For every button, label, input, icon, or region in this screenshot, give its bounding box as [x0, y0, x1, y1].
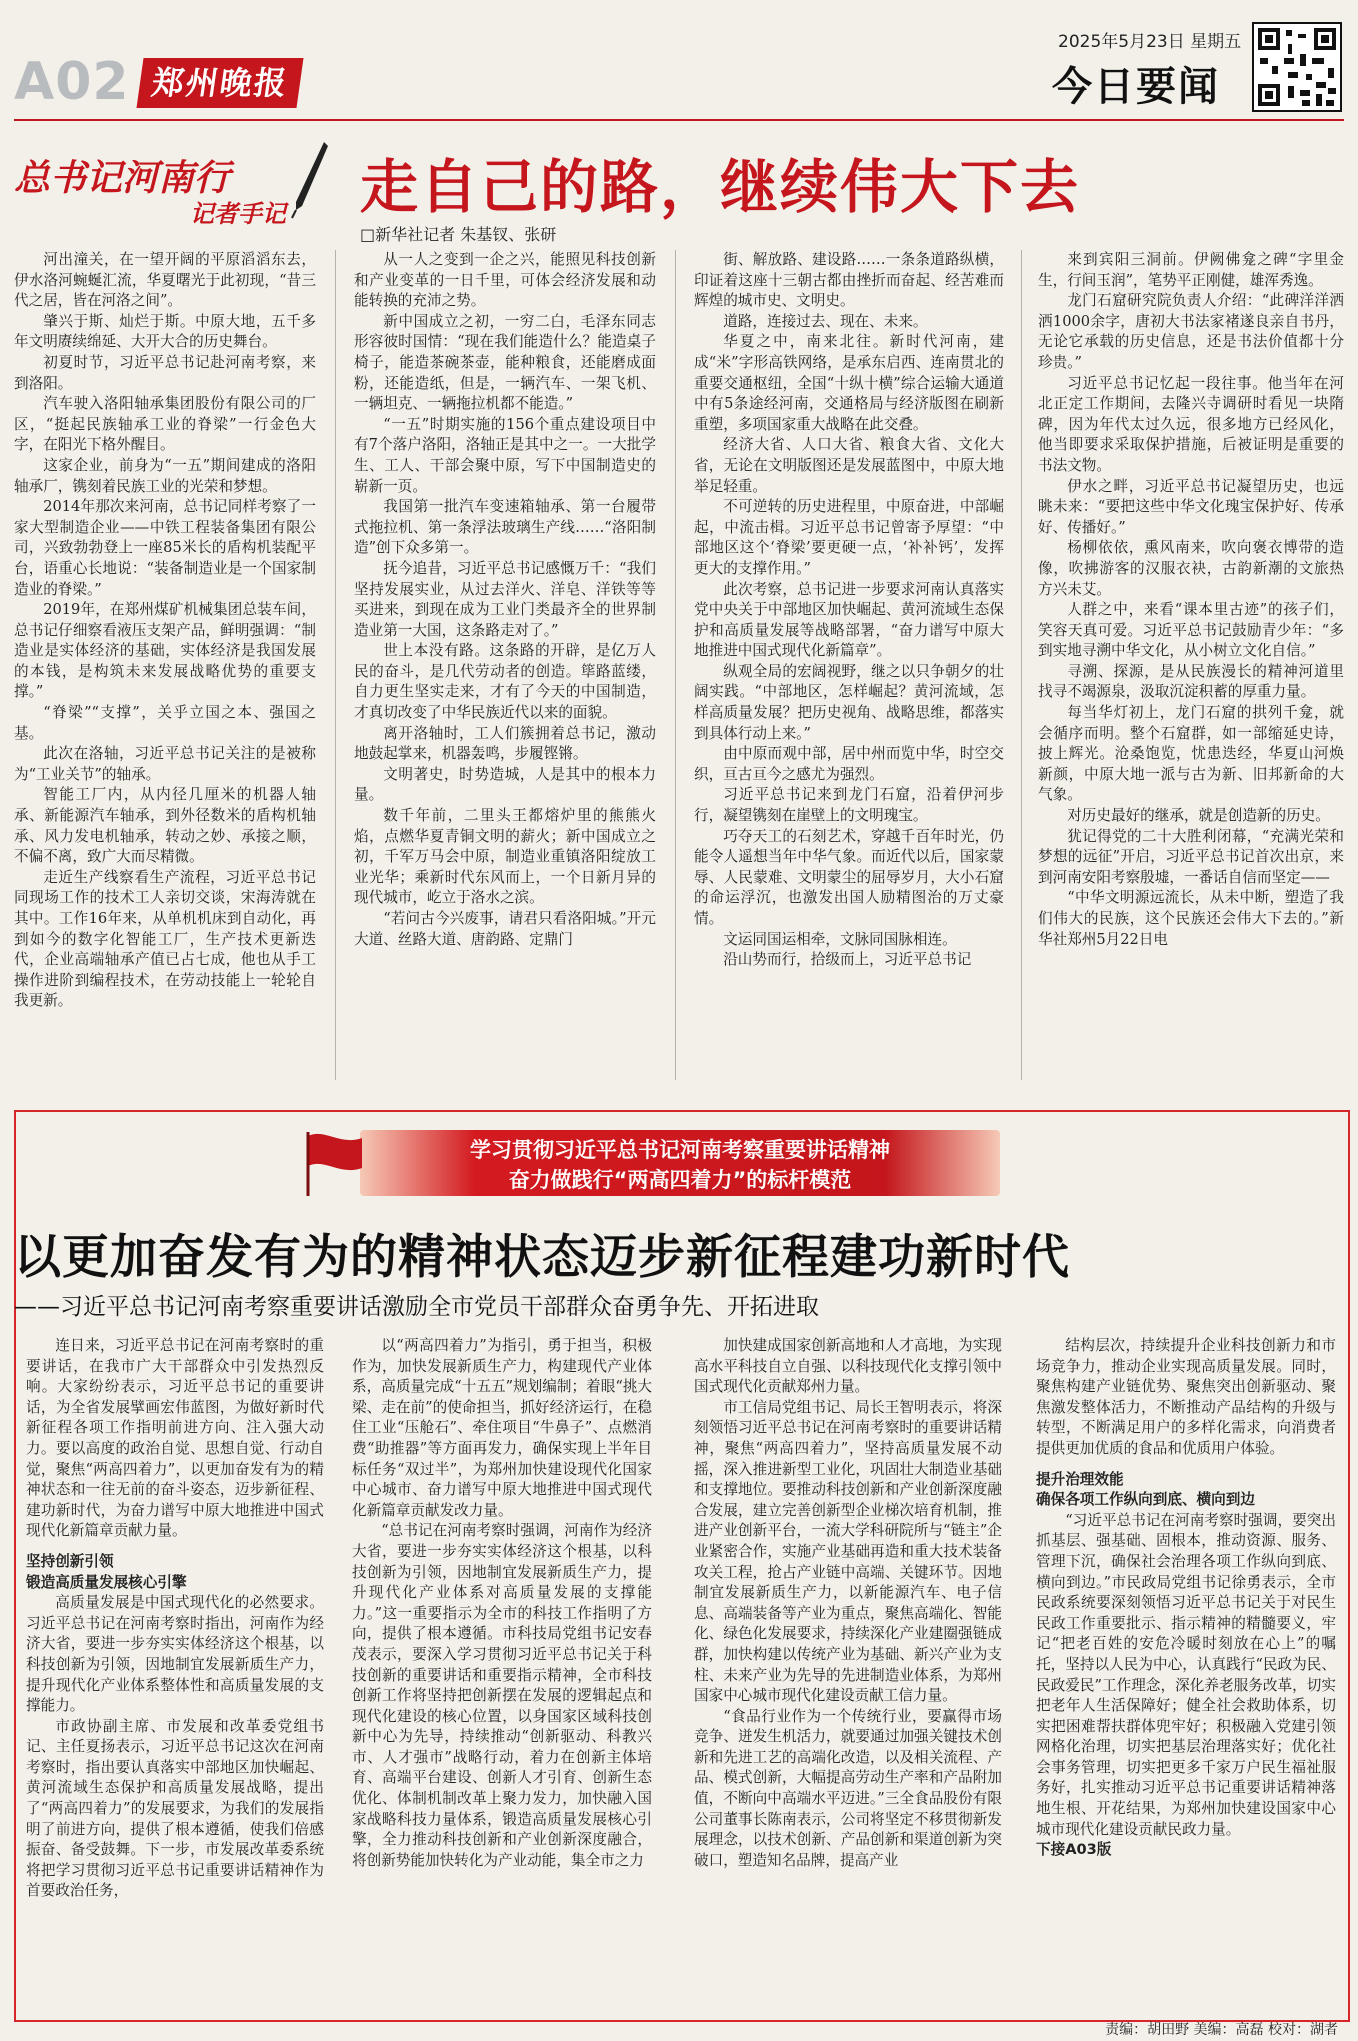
article-paragraph: 此次考察，总书记进一步要求河南认真落实党中央关于中部地区加快崛起、黄河流域生态保护和高质量发展等战略部署，“奋力谱写中原大地推进中国式现代化新篇章”。: [694, 580, 1004, 660]
article-paragraph: 智能工厂内，从内径几厘米的机器人轴承、新能源汽车轴承，到外径数米的盾构机轴承、风力发电机轴承，转动之妙、承接之顺，不偏不离，致广大而尽精微。: [14, 786, 316, 866]
article-paragraph: 走近生产线察看生产流程，习近平总书记同现场工作的技术工人亲切交谈，宋海涛就在其中。工作16年来，从单机机床到自动化，再到如今的数字化智能工厂，生产技术更新迭代，企业高端轴承产值已占七成，他也从手工操作进阶到编程技术，在劳动技能上一轮轮自我更新。: [14, 868, 316, 1010]
article-paragraph: 习近平总书记来到龙门石窟，沿着伊河步行，凝望镌刻在崖壁上的文明瑰宝。: [694, 786, 1004, 825]
article-paragraph: 汽车驶入洛阳轴承集团股份有限公司的厂区，“挺起民族轴承工业的脊梁”一行金色大字，在阳光下格外醒目。: [14, 395, 316, 454]
article-paragraph: 杨柳依依，熏风南来，吹向褒衣博带的造像，吹拂游客的汉服衣袂，古韵新潮的文旅热方兴未艾。: [1038, 539, 1344, 598]
article-paragraph: “中华文明源远流长，从未中断，塑造了我们伟大的民族，这个民族还会伟大下去的。”新华社郑州5月22日电: [1038, 889, 1344, 948]
article-paragraph: 经济大省、人口大省、粮食大省、文化大省，无论在文明版图还是发展蓝图中，中原大地举足轻重。: [694, 436, 1004, 495]
feature-column-4: [1036, 1336, 1336, 2012]
section-subheading: 坚持创新引领: [26, 1552, 114, 1570]
continue-note: 下接A03版: [1036, 1841, 1112, 1859]
article-paragraph: 由中原而观中部，居中州而览中华，时空交织，亘古亘今之感尤为强烈。: [694, 745, 1004, 783]
article-paragraph: 龙门石窟研究院负责人介绍：“此碑洋洋洒洒1000余字，唐初大书法家褚遂良亲自书丹，无论它承载的历史信息，还是书法价值都十分珍贵。”: [1038, 292, 1344, 371]
article-headline: 走自己的路，继续伟大下去: [360, 153, 1081, 221]
article-paragraph: 犹记得党的二十大胜利闭幕，“充满光荣和梦想的远征”开启，习近平总书记首次出京，来到河南安阳考察殷墟，一番话自信而坚定——: [1038, 827, 1344, 886]
article-paragraph: “脊梁”“支撑”，关乎立国之本、强国之基。: [14, 704, 316, 742]
article-column-3: [694, 250, 1004, 1100]
article-paragraph: 来到宾阳三洞前。伊阙佛龛之碑“字里金生，行间玉润”，笔势平正刚健，雄浑秀逸。: [1038, 251, 1344, 289]
page-number: A02: [14, 52, 130, 112]
column-divider: [675, 250, 676, 1080]
masthead-logo: 郑州晚报: [136, 58, 303, 108]
article-paragraph: 沿山势而行，拾级而上，习近平总书记: [723, 951, 972, 969]
article-paragraph: 寻溯、探源，是从民族漫长的精神河道里找寻不竭源泉，汲取沉淀积蓄的厚重力量。: [1038, 662, 1344, 701]
column-divider: [335, 250, 336, 1080]
article-paragraph: “总书记在河南考察时强调，河南作为经济大省，要进一步夯实实体经济这个根基，以科技创新为引领，因地制宜发展新质生产力，提升现代化产业体系对高质量发展的支撑能力。”这一重要指示为全市的科技工作指明了方向，提供了根本遵循。市科技局党组书记安春茂表示，要深入学习贯彻习近平总书记关于科技创新的重要讲话和重要指示精神，全市科技创新工作将坚持把创新摆在发展的逻辑起点和现代化建设的核心位置，以身国家区域科技创新中心为先导，持续推动“创新驱动、科教兴市、人才强市”战略行动，着力在创新主体培育、高端平台建设、创新人才引育、创新生态优化、体制机制改革上聚力发力，加快融入国家战略科技力量体系，锻造高质量发展核心引擎，全力推动科技创新和产业创新深度融合，将创新势能加快转化为产业动能，集全市之力: [352, 1522, 652, 1869]
article-paragraph: 从一人之变到一企之兴，能照见科技创新和产业变革的一日千里，可体会经济发展和动能转换的充沛之势。: [354, 251, 656, 310]
article-paragraph: 市工信局党组书记、局长王智明表示，将深刻领悟习近平总书记在河南考察时的重要讲话精神，聚焦“两高四着力”，坚持高质量发展不动摇，深入推进新型工业化，巩固壮大制造业基础和支撑地位。要推动科技创新和产业创新深度融合发展，建立完善创新型企业梯次培育机制，推进产业创新平台，一流大学科研院所与“链主”企业紧密合作，实施产业基础再造和重大技术装备攻关工程，抢占产业链中高端、关键环节。因地制宜发展新质生产力，以新能源汽车、电子信息、高端装备等产业为重点，聚焦高端化、智能化、绿色化发展要求，持续深化产业建圈强链成群，加快构建以传统产业为基础、新兴产业为支柱、未来产业为先导的先进制造业体系，为郑州国家中心城市现代化建设贡献工信力量。: [694, 1398, 1002, 1705]
article-paragraph: 数千年前，二里头王都熔炉里的熊熊火焰，点燃华夏青铜文明的薪火；新中国成立之初，千军万马会中原，制造业重镇洛阳绽放工业光华；乘新时代东风而上，一个日新月异的现代城市，屹立于洛水之滨。: [354, 807, 656, 907]
article-paragraph: “食品行业作为一个传统行业，要赢得市场竞争、迸发生机活力，就要通过加强关键技术创新和先进工艺的高端化改造，以及相关流程、产品、模式创新，大幅提高劳动生产率和产品附加值，不断向中高端水平迈进。”三全食品股份有限公司董事长陈南表示，公司将坚定不移贯彻新发展理念，以技术创新、产品创新和渠道创新为突破口，塑造知名品牌，提高产业: [694, 1707, 1002, 1869]
article-byline: □新华社记者 朱基钗、张研: [360, 225, 557, 244]
banner-line-2: 奋力做践行“两高四着力”的标杆模范: [508, 1168, 852, 1192]
article-paragraph: 市政协副主席、市发展和改革委党组书记、主任夏扬表示，习近平总书记这次在河南考察时，指出要认真落实中部地区加快崛起、黄河流域生态保护和高质量发展战略，提出了“两高四着力”的发展要求，为我们的发展指明了前进方向，提供了根本遵循，使我们倍感振奋、备受鼓舞。下一步，市发展改革委系统将把学习贯彻习近平总书记重要讲话精神作为首要政治任务，: [26, 1717, 324, 1900]
article-paragraph: 人群之中，来看“课本里古迹”的孩子们，笑容天真可爱。习近平总书记鼓励青少年：“多到实地寻溯中华文化，从小树立文化自信。”: [1038, 601, 1344, 660]
article-paragraph: 2019年，在郑州煤矿机械集团总装车间，总书记仔细察看液压支架产品，鲜明强调：“制造业是实体经济的基础，实体经济是我国发展的本钱，是构筑未来发展战略优势的重要支撑。”: [14, 601, 316, 701]
column-tag-sub: 记者手记: [190, 199, 286, 228]
article-paragraph: 此次在洛轴，习近平总书记关注的是被称为“工业关节”的轴承。: [14, 745, 316, 783]
article-paragraph: 新中国成立之初，一穷二白，毛泽东同志形容彼时国情：“现在我们能造什么？能造桌子椅子，能造茶碗茶壶，能种粮食，还能磨成面粉，还能造纸，但是，一辆汽车、一架飞机、一辆坦克、一辆拖拉机都不能造。”: [354, 312, 656, 413]
flag-icon: [300, 1128, 370, 1198]
article-paragraph: 河出潼关，在一望开阔的平原滔滔东去，伊水洛河蜿蜒汇流，华夏曙光于此初现，“昔三代之居，皆在河洛之间”。: [14, 251, 316, 310]
editor-credits: 责编：胡田野 美编：高磊 校对：湖者: [1105, 2022, 1338, 2038]
article-paragraph: 2014年那次来河南，总书记同样考察了一家大型制造企业——中铁工程装备集团有限公司，兴致勃勃登上一座85米长的盾构机装配平台，语重心长地说：“装备制造业是一个国家制造业的脊梁。”: [14, 498, 316, 598]
article-paragraph: “习近平总书记在河南考察时强调，要突出抓基层、强基础、固根本，推动资源、服务、管理下沉，确保社会治理各项工作纵向到底、横向到边。”市民政局党组书记徐勇表示，全市民政系统要深刻领悟习近平总书记关于对民生民政工作重要批示、指示精神的精髓要义，牢记“把老百姓的安危冷暖时刻放在心上”的嘱托，坚持以人民为中心，认真践行“民政为民、民政爱民”工作理念，深化养老服务改革，切实把老年人生活保障好；健全社会救助体系，切实把困难帮扶群体兜牢好；积极融入党建引领网格化治理，切实把基层治理落实好；优化社会事务管理，切实把更多千家万户民生福祉服务好，扎实推动习近平总书记重要讲话精神落地生根、开花结果，为郑州加快建设国家中心城市现代化建设贡献民政力量。: [1036, 1511, 1336, 1838]
campaign-banner: [320, 1122, 1040, 1204]
article-paragraph: 我国第一批汽车变速箱轴承、第一台履带式拖拉机、第一条浮法玻璃生产线……“洛阳制造”创下众多第一。: [354, 498, 656, 557]
article-paragraph: 抚今追昔，习近平总书记感慨万千：“我们坚持发展实业，从过去洋火、洋皂、洋铁等等买进来，到现在成为工业门类最齐全的世界制造业第一大国，这条路走对了。”: [354, 559, 656, 639]
qr-code-icon: [1252, 22, 1342, 112]
pen-icon: [290, 140, 330, 220]
article-paragraph: 结构层次，持续提升企业科技创新力和市场竞争力，推动企业实现高质量发展。同时，聚焦构建产业链优势、聚焦突出创新驱动、聚焦激发整体活力，不断推动产品结构的升级与转型，不断满足用户的多样化需求，向消费者提供更加优质的食品和优质用户体验。: [1036, 1337, 1336, 1457]
banner-line-1: 学习贯彻习近平总书记河南考察重要讲话精神: [470, 1138, 890, 1162]
article-paragraph: “一五”时期实施的156个重点建设项目中有7个落户洛阳，洛轴正是其中之一。一大批学生、工人、干部会聚中原，写下中国制造史的崭新一页。: [354, 415, 656, 495]
feature-column-1: [26, 1336, 324, 2012]
article-paragraph: 习近平总书记忆起一段往事。他当年在河北正定工作期间，去隆兴寺调研时看见一块隋碑，因为年代太过久远，很多地方已经风化，他当即要求采取保护措施，后被证明是重要的书法文物。: [1038, 374, 1344, 474]
article-paragraph: 高质量发展是中国式现代化的必然要求。习近平总书记在河南考察时指出，河南作为经济大省，要进一步夯实实体经济这个根基，以科技创新为引领，因地制宜发展新质生产力，提升现代化产业体系整体性和高质量发展的支撑能力。: [26, 1594, 324, 1715]
article-paragraph: 加快建成国家创新高地和人才高地，为实现高水平科技自立自强、以科技现代化支撑引领中国式现代化贡献郑州力量。: [694, 1337, 1002, 1396]
article-paragraph: “若问古今兴废事，请君只看洛阳城。”开元大道、丝路大道、唐韵路、定鼎门: [354, 910, 656, 948]
article-paragraph: 这家企业，前身为“一五”期间建成的洛阳轴承厂，镌刻着民族工业的光荣和梦想。: [14, 456, 316, 495]
article-column-2: [354, 250, 656, 1100]
article-paragraph: 连日来，习近平总书记在河南考察时的重要讲话，在我市广大干部群众中引发热烈反响。大家纷纷表示，习近平总书记的重要讲话，为全省发展擘画宏伟蓝图，为做好新时代新征程各项工作指明前进方向、注入强大动力。要以高度的政治自觉、思想自觉、行动自觉，聚焦“两高四着力”，以更加奋发有为的精神状态和一往无前的奋斗姿态，迈步新征程、建功新时代，为奋力谱写中原大地推进中国式现代化新篇章贡献力量。: [26, 1337, 324, 1540]
article-paragraph: 伊水之畔，习近平总书记凝望历史，也远眺未来：“要把这些中华文化瑰宝保护好、传承好、传播好。”: [1038, 477, 1344, 536]
article-paragraph: 离开洛轴时，工人们簇拥着总书记，激动地鼓起掌来，机器轰鸣，步履铿锵。: [354, 724, 656, 763]
article-paragraph: 对历史最好的继承，就是创造新的历史。: [1067, 807, 1330, 825]
section-subheading: 锻造高质量发展核心引擎: [26, 1573, 187, 1591]
issue-date: 2025年5月23日 星期五: [1058, 32, 1242, 52]
article-column-4: [1038, 250, 1344, 1100]
section-subheading: 提升治理效能: [1036, 1470, 1124, 1488]
article-paragraph: 不可逆转的历史进程里，中原奋进，中部崛起，中流击楫。习近平总书记曾寄予厚望：“中部地区这个‘脊梁’要更硬一点，‘补补钙’，发挥更大的支撑作用。”: [694, 498, 1004, 577]
feature-column-3: [694, 1336, 1002, 2012]
column-tag: [14, 150, 314, 228]
article-paragraph: 每当华灯初上，龙门石窟的拱列千龛，就会循序而明。整个石窟群，如一部缩延史诗，披上辉光。沧桑饱览，忧患迭经，华夏山河焕新颜，中原大地一派与古为新、旧邦新命的大气象。: [1038, 704, 1344, 804]
feature-column-2: [352, 1336, 652, 2012]
article-paragraph: 肇兴于斯、灿烂于斯。中原大地，五千多年文明赓续绵延、大开大合的历史舞台。: [14, 312, 316, 351]
section-subheading: 确保各项工作纵向到底、横向到边: [1036, 1491, 1255, 1509]
article-paragraph: 以“两高四着力”为指引，勇于担当，积极作为，加快发展新质生产力，构建现代产业体系，高质量完成“十五五”规划编制；着眼“挑大梁、走在前”的使命担当，抓好经济运行，在稳住工业“压舱石”、牵住项目“牛鼻子”、点燃消费“助推器”等方面再发力，确保实现上半年目标任务“双过半”，为郑州加快建设现代化国家中心城市、奋力谱写中原大地推进中国式现代化新篇章贡献发改力量。: [352, 1337, 652, 1519]
column-divider: [1021, 250, 1022, 1080]
column-tag-title: 总书记河南行: [14, 158, 231, 199]
feature-subheadline: ——习近平总书记河南考察重要讲话激励全市党员干部群众奋勇争先、开拓进取: [14, 1294, 819, 1320]
article-paragraph: 街、解放路、建设路……一条条道路纵横，印证着这座十三朝古都由挫折而奋起、经苦难而辉煌的城市史、文明史。: [694, 251, 1004, 310]
article-paragraph: 初夏时节，习近平总书记赴河南考察，来到洛阳。: [14, 353, 316, 392]
article-paragraph: 道路，连接过去、现在、未来。: [723, 312, 928, 330]
article-paragraph: 文明著史，时势造城，人是其中的根本力量。: [354, 765, 656, 804]
header-rule: [14, 119, 1344, 121]
article-paragraph: 世上本没有路。这条路的开辟，是亿万人民的奋斗，是几代劳动者的创造。筚路蓝缕，自力更生坚实走来，才有了今天的中国制造，才真切改变了中华民族近代以来的面貌。: [354, 642, 656, 722]
feature-headline: 以更加奋发有为的精神状态迈步新征程建功新时代: [14, 1230, 1070, 1285]
section-title: 今日要闻: [1052, 64, 1220, 110]
article-paragraph: 华夏之中，南来北往。新时代河南，建成“米”字形高铁网络，是承东启西、连南贯北的重要交通枢纽，全国“十纵十横”综合运输大通道中有5条途经河南，交通格局与经济版图在刷新重塑，多项国家重大战略在此交叠。: [694, 333, 1004, 433]
article-paragraph: 纵观全局的宏阔视野，继之以只争朝夕的壮阔实践。“中部地区，怎样崛起？黄河流域，怎样高质量发展？把历史视角、战略思维，都落实到具体行动上来。”: [694, 662, 1004, 742]
article-paragraph: 文运同国运相牵，文脉同国脉相连。: [723, 930, 957, 948]
article-column-1: [14, 250, 316, 1100]
article-paragraph: 巧夺天工的石刻艺术，穿越千百年时光，仍能令人遥想当年中华气象。而近代以后，国家蒙辱、人民蒙难、文明蒙尘的屈辱岁月，大小石窟的命运浮沉，也激发出国人励精图治的万丈豪情。: [694, 827, 1004, 927]
